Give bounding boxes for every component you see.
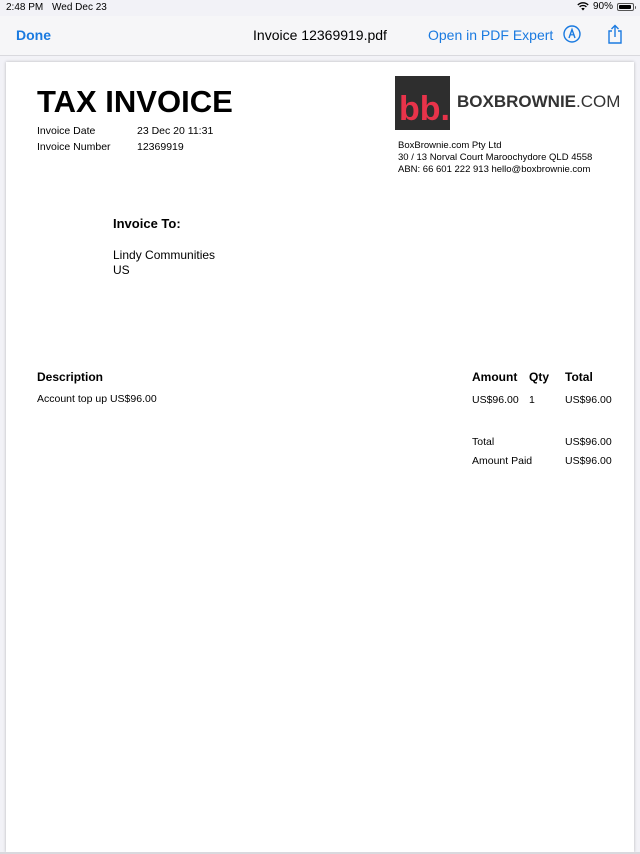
invoice-number-label: Invoice Number (37, 141, 111, 153)
row-total: US$96.00 (565, 394, 612, 406)
logo-brand-bold: BOXBROWNIE (457, 92, 576, 111)
company-abn-email: ABN: 66 601 222 913 hello@boxbrownie.com (398, 164, 591, 175)
status-date: Wed Dec 23 (52, 2, 107, 13)
row-amount: US$96.00 (472, 394, 519, 406)
wifi-icon (577, 2, 589, 11)
invoice-date-label: Invoice Date (37, 125, 96, 137)
logo-brand-rest: .COM (576, 92, 621, 111)
row-description: Account top up US$96.00 (37, 393, 157, 405)
invoice-date-value: 23 Dec 20 11:31 (137, 125, 214, 137)
company-name: BoxBrownie.com Pty Ltd (398, 140, 502, 151)
bill-to-name: Lindy Communities (113, 248, 216, 262)
invoice-title: TAX INVOICE (37, 84, 233, 119)
company-address: 30 / 13 Norval Court Maroochydore QLD 4558 (398, 152, 593, 163)
total-header: Total (565, 370, 593, 384)
done-button[interactable]: Done (16, 27, 51, 43)
logo-mark: bb. (399, 90, 450, 128)
row-qty: 1 (529, 394, 535, 406)
boxbrownie-logo-icon (395, 76, 450, 130)
open-in-pdf-expert-button[interactable]: Open in PDF Expert (428, 27, 554, 43)
status-indicators (577, 1, 634, 12)
bill-to-country: US (113, 263, 130, 277)
summary-paid-label: Amount Paid (472, 455, 533, 467)
nav-bar (0, 16, 640, 56)
battery-fill (619, 5, 631, 9)
summary-total-label: Total (472, 436, 495, 448)
amount-header: Amount (472, 370, 518, 384)
summary-paid-value: US$96.00 (565, 455, 612, 467)
summary-total-value: US$96.00 (565, 436, 612, 448)
status-time: 2:48 PM (6, 2, 44, 13)
battery-percent: 90% (592, 1, 613, 12)
invoice-to-heading: Invoice To: (113, 216, 181, 231)
pdf-page[interactable] (6, 62, 634, 852)
markup-pen-icon[interactable] (563, 25, 581, 43)
qty-header: Qty (529, 370, 550, 384)
logo-brand (457, 92, 620, 112)
invoice-number-value: 12369919 (137, 141, 184, 153)
status-bar (0, 0, 640, 16)
document-title: Invoice 12369919.pdf (253, 27, 387, 43)
battery-icon (617, 3, 634, 11)
share-icon[interactable] (606, 24, 624, 44)
description-header: Description (37, 370, 104, 384)
